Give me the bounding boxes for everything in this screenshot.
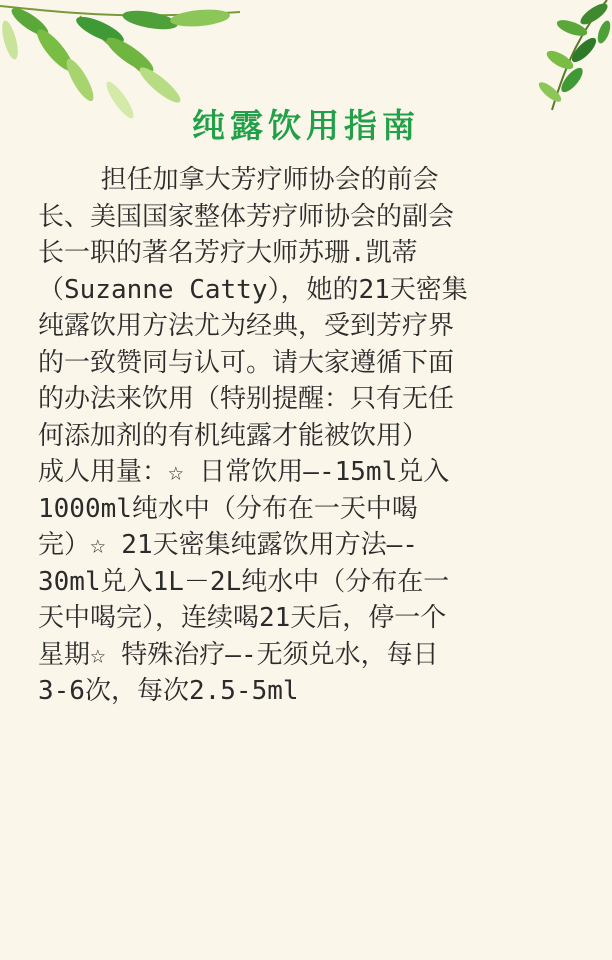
body-line: 长一职的著名芳疗大师苏珊.凯蒂 [38,238,418,268]
body-line: 1000ml纯水中（分布在一天中喝 [38,493,418,524]
body-line: 担任加拿大芳疗师协会的前会 [38,165,439,195]
body-line: 星期☆ 特殊治疗—-无须兑水，每日 [38,639,439,670]
page-title: 纯露饮用指南 [192,106,420,145]
leaf-branch-icon [512,0,612,115]
body-line: 纯露饮用方法尤为经典，受到芳疗界 [38,311,455,341]
body-line: 3-6次，每次2.5-5ml [38,676,299,706]
body-line: 何添加剂的有机纯露才能被饮用） [38,420,429,451]
body-line: 天中喝完），连续喝21天后，停一个 [38,603,447,633]
body-line: 长、美国国家整体芳疗师协会的副会 [38,201,455,232]
body-line: 的一致赞同与认可。请大家遵循下面 [38,347,455,378]
body-line: 30ml兑入1L－2L纯水中（分布在一 [38,566,450,597]
body-line: 完）☆ 21天密集纯露饮用方法—- [38,530,418,560]
guide-body [38,162,583,710]
body-line: 成人用量：☆ 日常饮用—-15ml兑入 [38,457,450,487]
body-line: （Suzanne Catty），她的21天密集 [38,274,468,305]
body-line: 的办法来饮用（特别提醒：只有无任 [38,384,455,414]
